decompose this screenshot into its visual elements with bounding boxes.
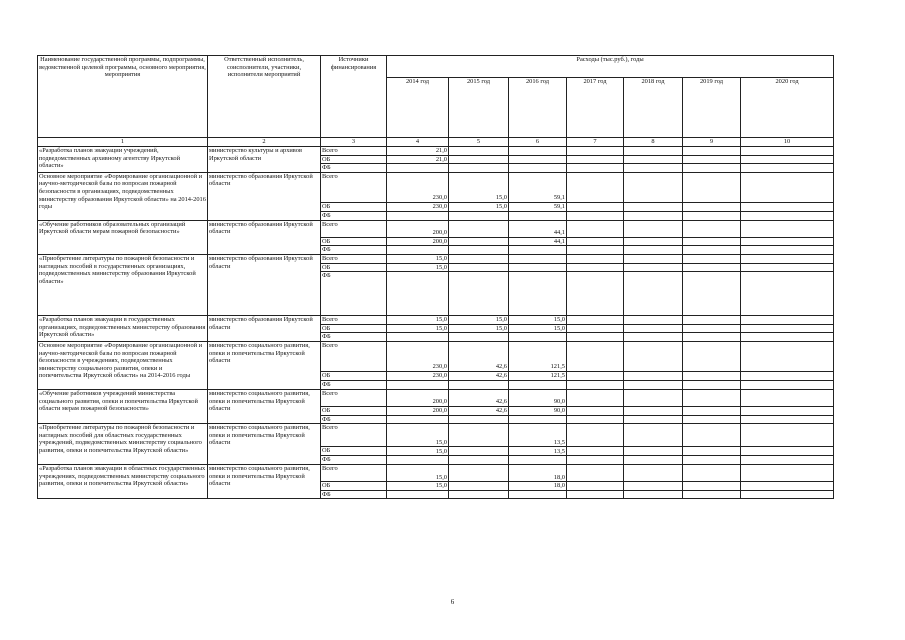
value-cell-2015: 42,6 [449,341,509,371]
value-cell-2014 [387,380,449,389]
value-cell-empty [683,147,741,156]
value-cell-2014 [387,415,449,424]
value-cell-2014: 230,0 [387,371,449,380]
column-number: 2 [208,138,321,147]
value-cell-2016: 13,5 [509,424,567,447]
table-body [38,147,834,499]
executor-cell: министерство социального развития, опеки и попечительства Иркутской области [208,465,321,499]
value-cell-2014 [387,456,449,465]
column-number: 7 [567,138,624,147]
executor-cell: министерство образования Иркутской области [208,254,321,315]
value-cell-empty [741,406,834,415]
value-cell-2014: 200,0 [387,406,449,415]
value-cell-2015 [449,447,509,456]
value-cell-empty [741,341,834,371]
value-cell-empty [741,482,834,491]
value-cell-2015 [449,380,509,389]
budget-table [37,55,834,499]
value-cell-empty [624,447,683,456]
funding-source-cell: Всего [321,341,387,371]
value-cell-empty [567,254,624,263]
value-cell-empty [567,172,624,202]
funding-source-cell: Всего [321,389,387,406]
value-cell-empty [624,490,683,499]
value-cell-2015 [449,465,509,482]
value-cell-2014: 230,0 [387,202,449,211]
value-cell-2015 [449,424,509,447]
program-name-cell: «Приобретение литературы по пожарной безопасности и наглядных пособий в государственных организациях, подведомственных министерству образования Иркутской области» [38,254,208,315]
value-cell-2015 [449,155,509,164]
value-cell-empty [624,324,683,333]
value-cell-empty [567,155,624,164]
value-cell-2014: 15,0 [387,465,449,482]
executor-cell: министерство социального развития, опеки и попечительства Иркутской области [208,424,321,465]
funding-source-cell: Всего [321,220,387,237]
value-cell-2015 [449,263,509,272]
value-cell-empty [624,406,683,415]
value-cell-2014: 200,0 [387,237,449,246]
value-cell-empty [683,164,741,173]
budget-table-frame [37,55,833,575]
value-cell-2015 [449,415,509,424]
value-cell-2015 [449,246,509,255]
table-row [38,389,834,406]
funding-source-cell: Всего [321,465,387,482]
value-cell-2014 [387,211,449,220]
value-cell-empty [683,465,741,482]
column-number: 4 [387,138,449,147]
value-cell-empty [624,246,683,255]
value-cell-2016: 18,0 [509,482,567,491]
value-cell-empty [683,424,741,447]
value-cell-empty [741,272,834,316]
header-year: 2015 год [449,78,509,138]
value-cell-2014: 15,0 [387,424,449,447]
funding-source-cell: ФБ [321,211,387,220]
value-cell-empty [567,220,624,237]
value-cell-empty [741,333,834,342]
header-year: 2020 год [741,78,834,138]
value-cell-2016: 121,5 [509,341,567,371]
value-cell-empty [624,371,683,380]
table-row [38,465,834,482]
funding-source-cell: ФБ [321,333,387,342]
header-executor: Ответственный исполнитель, соисполнители, участники, исполнители мероприятий [208,56,321,138]
table-row [38,220,834,237]
column-number: 1 [38,138,208,147]
value-cell-empty [683,220,741,237]
value-cell-empty [683,272,741,316]
value-cell-2015 [449,456,509,465]
value-cell-2016: 15,0 [509,324,567,333]
value-cell-empty [741,316,834,325]
executor-cell: министерство культуры и архивов Иркутской области [208,147,321,173]
value-cell-empty [624,172,683,202]
funding-source-cell: ФБ [321,246,387,255]
value-cell-2016: 44,1 [509,220,567,237]
value-cell-empty [567,447,624,456]
value-cell-empty [567,237,624,246]
value-cell-empty [624,380,683,389]
value-cell-empty [683,324,741,333]
value-cell-empty [741,237,834,246]
value-cell-empty [683,371,741,380]
program-name-cell: Основное мероприятие «Формирование организационной и научно-методической базы по вопросам пожарной безопасности в учреждениях, подведомственных министерству социального развития, опеки и попечительства Иркутской области» на 2014-2016 годы [38,341,208,389]
value-cell-2016: 59,1 [509,172,567,202]
value-cell-empty [567,164,624,173]
value-cell-empty [683,380,741,389]
value-cell-2015 [449,482,509,491]
funding-source-cell: ФБ [321,490,387,499]
table-row [38,147,834,156]
value-cell-empty [741,220,834,237]
value-cell-empty [741,147,834,156]
program-name-cell: «Обучение работников образовательных организаций Иркутской области мерам пожарной безопасности» [38,220,208,254]
program-name-cell: Основное мероприятие «Формирование организационной и научно-методической базы по вопросам пожарной безопасности в организациях, подведомственных министерству образования Иркутской области» на 2014-2016 годы [38,172,208,220]
table-row [38,254,834,263]
value-cell-empty [624,465,683,482]
value-cell-empty [624,333,683,342]
value-cell-empty [624,272,683,316]
funding-source-cell: Всего [321,424,387,447]
value-cell-2016: 90,0 [509,406,567,415]
header-sources: Источники финансирования [321,56,387,138]
value-cell-empty [683,254,741,263]
value-cell-2016 [509,155,567,164]
value-cell-empty [567,371,624,380]
value-cell-2015: 15,0 [449,172,509,202]
value-cell-empty [683,211,741,220]
value-cell-empty [567,389,624,406]
value-cell-empty [624,316,683,325]
value-cell-2014: 15,0 [387,254,449,263]
value-cell-empty [567,333,624,342]
value-cell-empty [741,424,834,447]
funding-source-cell: ОБ [321,324,387,333]
funding-source-cell: ОБ [321,406,387,415]
program-name-cell: «Приобретение литературы по пожарной безопасности и наглядных пособий для областных государственных учреждений, подведомственных министерству социального развития, опеки и попечительства Иркутской области» [38,424,208,465]
funding-source-cell: ФБ [321,272,387,316]
value-cell-empty [683,237,741,246]
value-cell-empty [624,202,683,211]
program-name-cell: «Обучение работников учреждений министерства социального развития, опеки и попечительства Иркутской области мерам пожарной безопасности» [38,389,208,423]
funding-source-cell: ОБ [321,202,387,211]
header-year: 2018 год [624,78,683,138]
value-cell-empty [567,316,624,325]
value-cell-2015: 15,0 [449,316,509,325]
value-cell-empty [741,254,834,263]
column-number: 10 [741,138,834,147]
funding-source-cell: ОБ [321,155,387,164]
table-row [38,316,834,325]
value-cell-2015 [449,254,509,263]
value-cell-empty [741,155,834,164]
column-number: 3 [321,138,387,147]
column-number: 5 [449,138,509,147]
executor-cell: министерство социального развития, опеки и попечительства Иркутской области [208,389,321,423]
value-cell-2014: 15,0 [387,324,449,333]
value-cell-2014 [387,490,449,499]
value-cell-empty [741,456,834,465]
funding-source-cell: ФБ [321,380,387,389]
value-cell-empty [683,172,741,202]
value-cell-empty [624,164,683,173]
header-year: 2016 год [509,78,567,138]
page-number: 6 [450,598,455,606]
value-cell-empty [741,389,834,406]
value-cell-2014: 15,0 [387,316,449,325]
value-cell-2016: 15,0 [509,316,567,325]
value-cell-2015: 15,0 [449,324,509,333]
funding-source-cell: Всего [321,172,387,202]
value-cell-2016 [509,272,567,316]
value-cell-2015 [449,211,509,220]
value-cell-2016 [509,246,567,255]
value-cell-empty [683,482,741,491]
value-cell-empty [567,406,624,415]
value-cell-empty [741,465,834,482]
value-cell-empty [567,424,624,447]
funding-source-cell: ОБ [321,482,387,491]
program-name-cell: «Разработка планов эвакуации в областных государственных учреждениях, подведомственных министерству социального развития, опеки и попечительства Иркутской области» [38,465,208,499]
value-cell-2015 [449,147,509,156]
executor-cell: министерство образования Иркутской области [208,316,321,342]
funding-source-cell: ОБ [321,237,387,246]
value-cell-2015 [449,220,509,237]
value-cell-empty [741,490,834,499]
value-cell-empty [683,316,741,325]
value-cell-empty [683,415,741,424]
value-cell-empty [741,172,834,202]
value-cell-empty [741,202,834,211]
value-cell-empty [741,324,834,333]
value-cell-empty [741,371,834,380]
value-cell-empty [567,341,624,371]
value-cell-2014: 21,0 [387,155,449,164]
value-cell-2014 [387,246,449,255]
value-cell-empty [683,447,741,456]
value-cell-2014: 230,0 [387,172,449,202]
funding-source-cell: ОБ [321,447,387,456]
value-cell-2016 [509,263,567,272]
column-number: 8 [624,138,683,147]
value-cell-empty [624,254,683,263]
value-cell-2016 [509,456,567,465]
value-cell-empty [683,263,741,272]
value-cell-2015 [449,237,509,246]
value-cell-2016: 18,0 [509,465,567,482]
value-cell-empty [741,415,834,424]
value-cell-empty [567,456,624,465]
value-cell-2015 [449,490,509,499]
value-cell-empty [624,415,683,424]
value-cell-empty [683,202,741,211]
program-name-cell: «Разработка планов эвакуации учреждений, подведомственных архивному агентству Иркутской области» [38,147,208,173]
value-cell-2015 [449,164,509,173]
value-cell-empty [624,155,683,164]
value-cell-2016: 13,5 [509,447,567,456]
value-cell-empty [624,389,683,406]
value-cell-empty [567,202,624,211]
funding-source-cell: ФБ [321,164,387,173]
value-cell-2016 [509,333,567,342]
value-cell-empty [741,164,834,173]
value-cell-empty [567,272,624,316]
value-cell-empty [741,211,834,220]
value-cell-2014 [387,164,449,173]
table-row [38,341,834,371]
header-expenses: Расходы (тыс.руб.), годы [387,56,834,78]
value-cell-empty [683,490,741,499]
value-cell-empty [567,211,624,220]
value-cell-empty [741,263,834,272]
value-cell-2016 [509,254,567,263]
value-cell-empty [567,482,624,491]
executor-cell: министерство социального развития, опеки и попечительства Иркутской области [208,341,321,389]
value-cell-2016 [509,164,567,173]
value-cell-empty [567,415,624,424]
value-cell-2016 [509,147,567,156]
value-cell-empty [683,246,741,255]
value-cell-2014: 15,0 [387,263,449,272]
header-year: 2019 год [683,78,741,138]
funding-source-cell: ФБ [321,456,387,465]
column-number: 6 [509,138,567,147]
value-cell-2014 [387,333,449,342]
value-cell-empty [567,380,624,389]
funding-source-cell: ОБ [321,263,387,272]
funding-source-cell: ОБ [321,371,387,380]
value-cell-empty [683,333,741,342]
value-cell-2016: 44,1 [509,237,567,246]
value-cell-2014: 200,0 [387,389,449,406]
value-cell-2015: 42,6 [449,389,509,406]
value-cell-2016 [509,490,567,499]
value-cell-2015 [449,272,509,316]
value-cell-empty [741,380,834,389]
value-cell-empty [741,246,834,255]
value-cell-empty [567,147,624,156]
funding-source-cell: Всего [321,316,387,325]
value-cell-empty [624,263,683,272]
header-program: Наименование государственной программы, подпрограммы, ведомственной целевой программы, основного мероприятия, мероприятия [38,56,208,138]
value-cell-2015: 42,6 [449,406,509,415]
funding-source-cell: Всего [321,254,387,263]
value-cell-2014 [387,272,449,316]
value-cell-2015: 42,6 [449,371,509,380]
executor-cell: министерство образования Иркутской области [208,220,321,254]
value-cell-2014: 230,0 [387,341,449,371]
value-cell-2016: 121,5 [509,371,567,380]
header-year: 2014 год [387,78,449,138]
value-cell-empty [624,482,683,491]
value-cell-empty [683,155,741,164]
executor-cell: министерство образования Иркутской области [208,172,321,220]
value-cell-empty [567,490,624,499]
table-row [38,172,834,202]
value-cell-empty [567,465,624,482]
value-cell-2016 [509,415,567,424]
value-cell-2014: 200,0 [387,220,449,237]
value-cell-2016: 59,1 [509,202,567,211]
value-cell-2016 [509,380,567,389]
value-cell-empty [624,220,683,237]
value-cell-empty [683,341,741,371]
funding-source-cell: Всего [321,147,387,156]
value-cell-empty [567,246,624,255]
value-cell-empty [683,456,741,465]
value-cell-empty [567,263,624,272]
value-cell-2016 [509,211,567,220]
column-number: 9 [683,138,741,147]
header-year: 2017 год [567,78,624,138]
value-cell-2015 [449,333,509,342]
value-cell-empty [624,341,683,371]
value-cell-2014: 15,0 [387,447,449,456]
value-cell-empty [624,211,683,220]
value-cell-2014: 15,0 [387,482,449,491]
value-cell-empty [624,456,683,465]
program-name-cell: «Разработка планов эвакуации в государственных организациях, подведомственных министерству образования Иркутской области» [38,316,208,342]
table-row [38,424,834,447]
value-cell-empty [683,389,741,406]
value-cell-empty [624,237,683,246]
value-cell-empty [624,147,683,156]
value-cell-empty [567,324,624,333]
value-cell-empty [683,406,741,415]
value-cell-empty [624,424,683,447]
value-cell-2015: 15,0 [449,202,509,211]
value-cell-2016: 90,0 [509,389,567,406]
funding-source-cell: ФБ [321,415,387,424]
value-cell-2014: 21,0 [387,147,449,156]
value-cell-empty [741,447,834,456]
